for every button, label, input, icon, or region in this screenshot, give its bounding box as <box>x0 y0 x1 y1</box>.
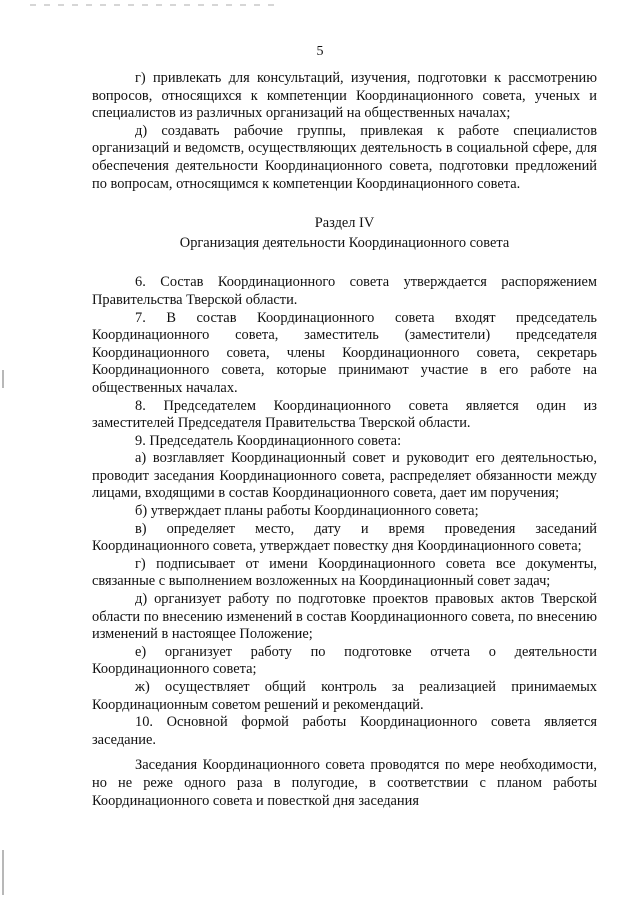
section-number: Раздел IV <box>314 215 375 232</box>
page-number: 5 <box>316 44 324 59</box>
paragraph-10: 10. Основной формой работы Координационного совета является заседание. <box>92 714 597 748</box>
paragraph-9zh: ж) осуществляет общий контроль за реализацией принимаемых Координационным советом решений и рекомендаций. <box>92 679 597 713</box>
document-body <box>92 70 597 810</box>
paragraph-g-top: г) привлекать для консультаций, изучения, подготовки к рассмотрению вопросов, относящихся к компетенции Координационного совета, ученых и специалистов из различных организаций на общественных началах; <box>92 70 597 122</box>
scan-artifact-left <box>2 370 4 388</box>
section-title: Организация деятельности Координационного совета <box>179 234 510 251</box>
paragraph-meetings: Заседания Координационного совета проводятся по мере необходимости, но не реже одного раза в полугодие, в соответствии с планом работы Координационного совета и повесткой дня заседания <box>92 757 597 809</box>
paragraph-9b: б) утверждает планы работы Координационного совета; <box>135 503 479 520</box>
paragraph-9: 9. Председатель Координационного совета: <box>135 432 402 449</box>
paragraph-9g: г) подписывает от имени Координационного совета все документы, связанные с выполнением возложенных на Координационный совет задач; <box>92 555 597 590</box>
scan-artifact-left-bottom <box>2 850 4 895</box>
paragraph-9v: в) определяет место, дату и время проведения заседаний Координационного совета, утверждает повестку дня Координационного совета; <box>92 520 597 555</box>
paragraph-9a: а) возглавляет Координационный совет и руководит его деятельностью, проводит заседания Координационного совета, распределяет обязанности между лицами, входящими в состав Координационного совета, дает им поручения; <box>92 450 597 502</box>
paragraph-7: 7. В состав Координационного совета входят председатель Координационного совета, заместитель (заместители) председателя Координационного совета, члены Координационного совета, секретарь Координационного совета, которые принимают участие в его работе на общественных началах. <box>92 309 597 396</box>
paragraph-9d: д) организует работу по подготовке проектов правовых актов Тверской области по внесению изменений в состав Координационного совета, по внесению изменений в настоящее Положение; <box>92 591 597 643</box>
paragraph-6: 6. Состав Координационного совета утверждается распоряжением Правительства Тверской области. <box>92 274 597 308</box>
scan-artifact-top <box>30 4 280 6</box>
paragraph-8: 8. Председателем Координационного совета является один из заместителей Председателя Правительства Тверской области. <box>92 397 597 432</box>
paragraph-9e: е) организует работу по подготовке отчета о деятельности Координационного совета; <box>92 643 597 678</box>
paragraph-d-top: д) создавать рабочие группы, привлекая к работе специалистов организаций и ведомств, осуществляющих деятельность в социальной сфере, для обеспечения деятельности Координационного совета, подготовки предложений по вопросам, относящимся к компетенции Координационного совета. <box>92 122 597 192</box>
